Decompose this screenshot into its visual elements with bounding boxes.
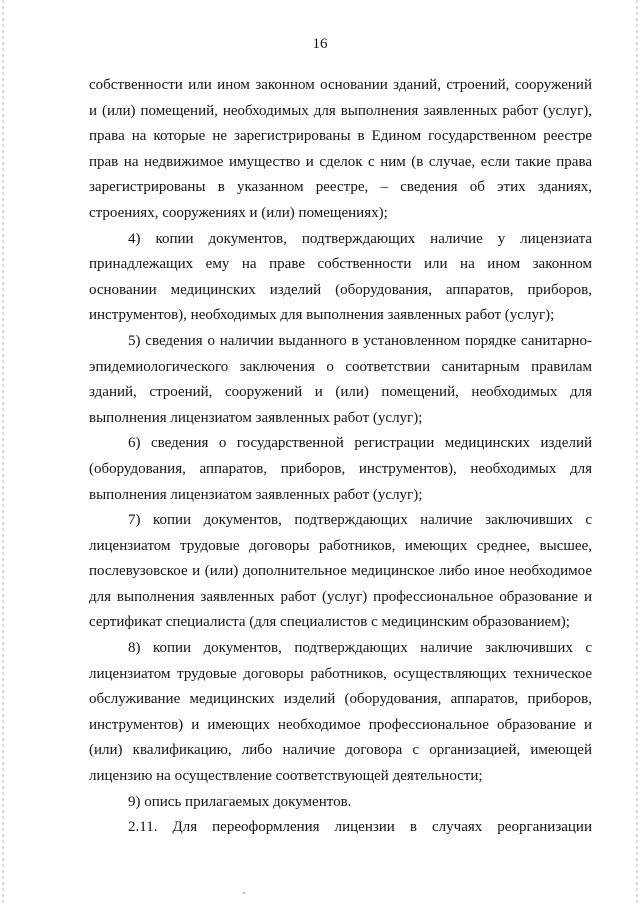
paragraph-item-8: 8) копии документов, подтверждающих наличие заключивших с лицензиатом трудовые договоры работников, осуществляющих техническое обслуживание медицинских изделий (оборудования, аппаратов, приборов, инструментов) и имеющих необходимое профессиональное образование и (или) квалификацию, либо наличие договора с организацией, имеющей лицензию на осуществление соответствующей деятельности; <box>89 640 592 785</box>
document-body <box>89 73 592 841</box>
scan-edge-left <box>2 0 4 905</box>
page-number: 16 <box>312 36 328 52</box>
paragraph-item-5: 5) сведения о наличии выданного в установленном порядке санитарно-эпидемиологического заключения о соответствии санитарным правилам зданий, строений, сооружений и (или) помещений, необходимых для выполнения лицензиатом заявленных работ (услуг); <box>89 332 592 426</box>
paragraph-item-7: 7) копии документов, подтверждающих наличие заключивших с лицензиатом трудовые договоры работников, имеющих среднее, высшее, послевузовское и (или) дополнительное медицинское либо иное необходимое для выполнения заявленных работ (услуг) профессиональное образование и сертификат специалиста (для специалистов с медицинским образованием); <box>89 512 592 631</box>
scan-speck <box>243 892 245 894</box>
paragraph-item-9: 9) опись прилагаемых документов. <box>128 793 352 810</box>
paragraph-item-6: 6) сведения о государственной регистрации медицинских изделий (оборудования, аппаратов, приборов, инструментов), необходимых для выполнения лицензиатом заявленных работ (услуг); <box>89 435 592 503</box>
paragraph-continuation: собственности или ином законном основании зданий, строений, сооружений и (или) помещений, необходимых для выполнения заявленных работ (услуг), права на которые не зарегистрированы в Едином государственном реестре прав на недвижимое имущество и сделок с ним (в случае, если такие права зарегистрированы в указанном реестре, – сведения об этих зданиях, строениях, сооружениях и (или) помещениях); <box>89 77 592 221</box>
scan-edge-right <box>636 0 638 905</box>
paragraph-item-4: 4) копии документов, подтверждающих наличие у лицензиата принадлежащих ему на праве собственности или на ином законном основании медицинских изделий (оборудования, аппаратов, приборов, инструментов), необходимых для выполнения заявленных работ (услуг); <box>89 230 592 324</box>
paragraph-section-2-11: 2.11. Для переоформления лицензии в случаях реорганизации <box>128 819 592 836</box>
